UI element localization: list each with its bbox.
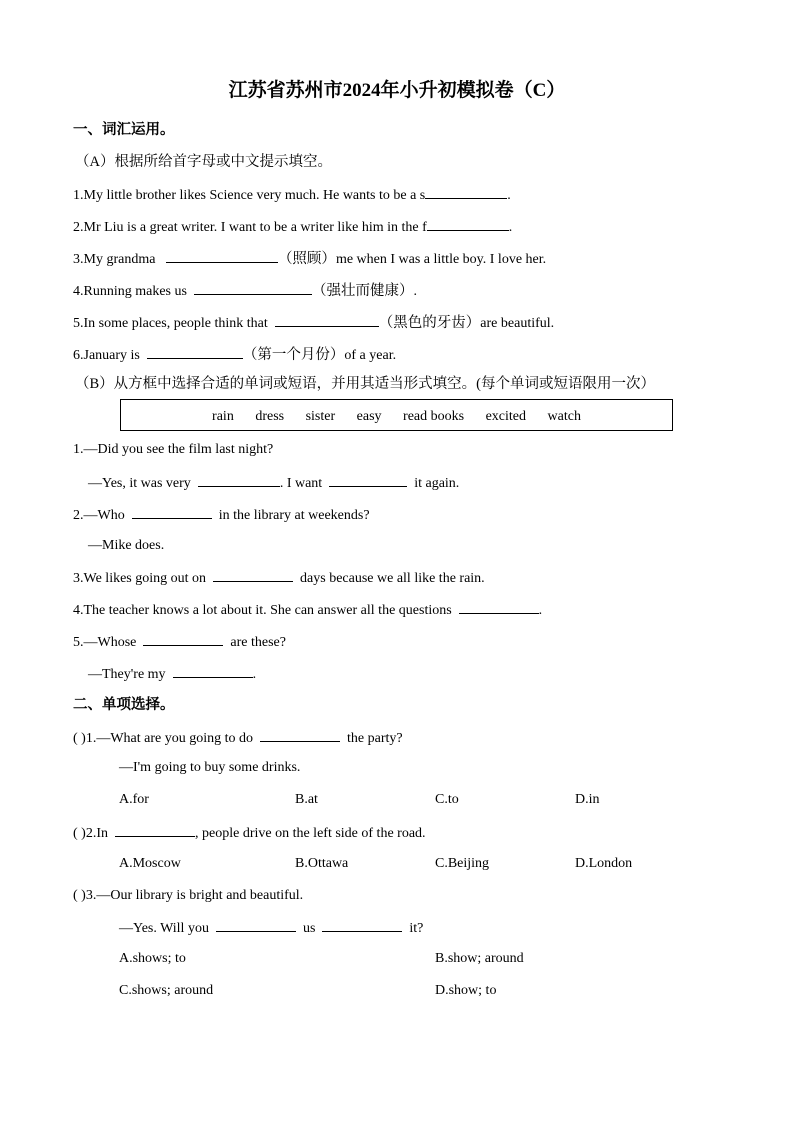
option-a[interactable]: A.for	[119, 792, 149, 807]
answer-blank	[260, 727, 340, 742]
word-bank-item: excited	[485, 409, 527, 424]
answer-blank[interactable]	[459, 599, 539, 614]
answer-blank	[216, 917, 296, 932]
answer-blank[interactable]	[132, 504, 212, 519]
option-b[interactable]: B.show; around	[435, 951, 524, 966]
option-b[interactable]: B.at	[295, 792, 318, 807]
answer-blank	[115, 822, 195, 837]
chinese-hint: （照顾）	[277, 251, 336, 267]
part-a-question-6	[73, 344, 396, 366]
question-text: 1.—What are you going to do	[85, 731, 257, 746]
question-text: 2.—Who	[73, 508, 129, 523]
question-text: me when I was a little boy. I love her.	[335, 252, 547, 267]
question-text: .	[538, 603, 543, 618]
option-c[interactable]: C.shows; around	[119, 983, 214, 998]
answer-blank[interactable]	[166, 248, 278, 263]
answer-blank	[322, 917, 402, 932]
word-bank-item: read books	[403, 409, 465, 424]
part-a-question-4	[73, 280, 417, 302]
chinese-hint: （黑色的牙齿）	[378, 315, 481, 331]
question-text: in the library at weekends?	[218, 508, 370, 523]
word-bank-item: easy	[356, 409, 382, 424]
option-c[interactable]: C.to	[435, 792, 459, 807]
choice-question-3-line-2	[119, 917, 423, 939]
question-text: 1.My little brother likes Science very much. He wants to be a s	[73, 188, 426, 203]
question-text: —They're my	[88, 667, 170, 682]
part-b-question-2-line-1	[73, 504, 370, 526]
choice-question-1-line-2: —I'm going to buy some drinks.	[119, 760, 301, 775]
word-bank-item: rain	[212, 409, 234, 424]
answer-blank[interactable]	[329, 472, 407, 487]
question-text: .	[252, 667, 257, 682]
part-a-question-5	[73, 312, 554, 334]
part-b-question-4	[73, 599, 542, 621]
word-bank	[120, 407, 673, 427]
option-b[interactable]: B.Ottawa	[295, 856, 349, 871]
answer-blank[interactable]	[275, 312, 379, 327]
part-a-instruction: （A）根据所给首字母或中文提示填空。	[75, 154, 332, 170]
option-a[interactable]: A.shows; to	[119, 951, 186, 966]
answer-blank[interactable]	[147, 344, 243, 359]
question-text: 3.My grandma	[73, 252, 159, 267]
option-d[interactable]: D.show; to	[435, 983, 497, 998]
question-text: 3.We likes going out on	[73, 571, 210, 586]
chinese-hint: （第一个月份）	[242, 347, 345, 363]
question-text: the party?	[347, 731, 403, 746]
part-a-question-2	[73, 216, 512, 238]
part-b-question-3	[73, 567, 485, 589]
question-text: —Yes, it was very	[88, 476, 195, 491]
question-text: of a year.	[344, 348, 397, 363]
question-text: us	[302, 921, 319, 936]
page-title: 江苏省苏州市2024年小升初模拟卷（C）	[228, 80, 566, 101]
question-text: 2.Mr Liu is a great writer. I want to be a writer like him in the f	[73, 220, 427, 235]
section-heading-vocabulary: 一、词汇运用。	[73, 122, 175, 138]
question-text: , people drive on the left side of the road.	[195, 826, 426, 841]
part-b-instruction: （B）从方框中选择合适的单词或短语，并用其适当形式填空。(每个单词或短语限用一次）	[75, 376, 655, 392]
question-text: days because we all like the rain.	[300, 571, 485, 586]
question-text: . I want	[279, 476, 326, 491]
question-text: 6.January is	[73, 348, 144, 363]
question-text: it?	[409, 921, 424, 936]
question-text: 4.The teacher knows a lot about it. She can answer all the questions	[73, 603, 456, 618]
choice-question-2-stem	[73, 822, 426, 844]
answer-paren[interactable]: ( )	[73, 731, 86, 746]
answer-blank[interactable]	[213, 567, 293, 582]
chinese-hint: （强壮而健康）	[311, 283, 414, 299]
part-b-question-5-line-2	[88, 663, 256, 685]
answer-paren[interactable]: ( )	[73, 888, 86, 903]
section-heading-multiple-choice: 二、单项选择。	[73, 697, 175, 713]
question-text: —Yes. Will you	[119, 921, 213, 936]
part-a-question-1	[73, 184, 511, 206]
answer-blank[interactable]	[143, 631, 223, 646]
part-a-question-3	[73, 248, 546, 270]
question-text: are these?	[230, 635, 286, 650]
question-text: are beautiful.	[480, 316, 555, 331]
question-text: .	[413, 284, 417, 299]
choice-question-3-stem	[73, 886, 303, 906]
answer-blank[interactable]	[194, 280, 312, 295]
question-text: 2.In	[85, 826, 112, 841]
part-b-question-1-line-2	[88, 472, 459, 494]
question-text: 5.In some places, people think that	[73, 316, 272, 331]
question-text: 3.—Our library is bright and beautiful.	[85, 888, 304, 903]
word-bank-item: watch	[547, 409, 581, 424]
option-d[interactable]: D.in	[575, 792, 600, 807]
question-text: 4.Running makes us	[73, 284, 191, 299]
question-text: .	[508, 220, 513, 235]
choice-question-1-stem	[73, 727, 403, 749]
option-d[interactable]: D.London	[575, 856, 633, 871]
option-a[interactable]: A.Moscow	[119, 856, 181, 871]
option-c[interactable]: C.Beijing	[435, 856, 490, 871]
answer-blank[interactable]	[198, 472, 280, 487]
part-b-question-2-line-2: —Mike does.	[88, 538, 165, 553]
word-bank-item: dress	[255, 409, 285, 424]
answer-blank[interactable]	[427, 216, 509, 231]
answer-blank[interactable]	[425, 184, 507, 199]
question-text: .	[507, 188, 511, 203]
question-text: it again.	[414, 476, 460, 491]
question-text: 5.—Whose	[73, 635, 140, 650]
part-b-question-5-line-1	[73, 631, 286, 653]
answer-blank[interactable]	[173, 663, 253, 678]
part-b-question-1-line-1: 1.—Did you see the film last night?	[73, 442, 274, 457]
answer-paren[interactable]: ( )	[73, 826, 86, 841]
word-bank-item: sister	[305, 409, 336, 424]
